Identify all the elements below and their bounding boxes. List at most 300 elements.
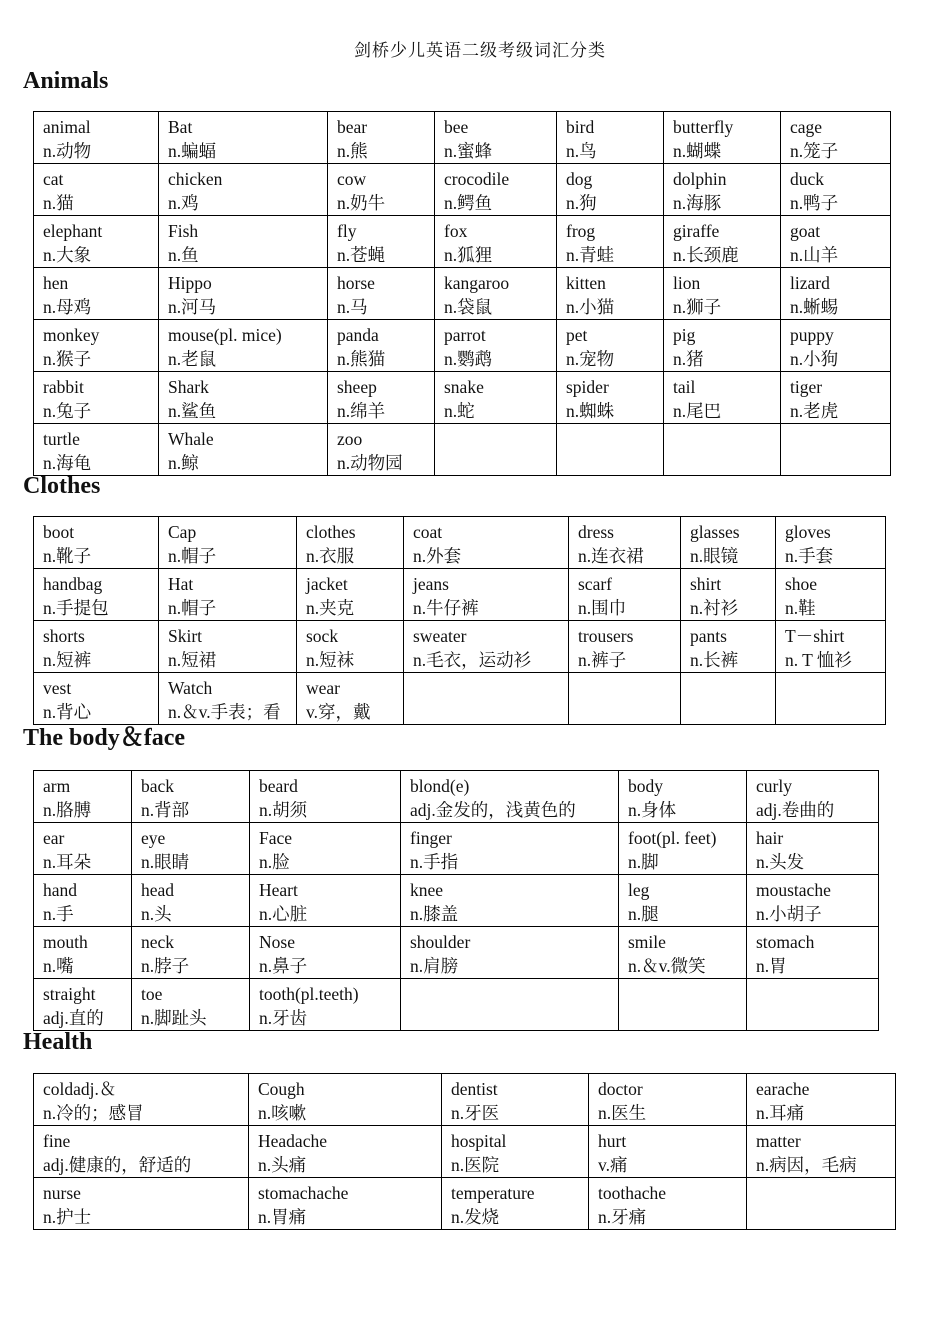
vocab-meaning: n.蝴蝶 [673, 141, 722, 161]
vocab-cell [781, 112, 891, 164]
vocab-cell [249, 1178, 442, 1230]
vocab-cell [34, 621, 159, 673]
vocab-cell [34, 164, 159, 216]
vocab-meaning: n. T 恤衫 [785, 650, 852, 670]
table-row [34, 112, 891, 164]
vocab-table-animals [33, 111, 891, 476]
vocab-meaning: n.牛仔裤 [413, 598, 479, 618]
vocab-meaning: n.兔子 [43, 401, 92, 421]
vocab-word: blond(e) [410, 776, 470, 796]
vocab-cell [776, 517, 886, 569]
vocab-cell [557, 320, 664, 372]
vocab-word: wear [306, 678, 341, 698]
vocab-meaning: n.鸭子 [790, 193, 839, 213]
table-row [34, 216, 891, 268]
vocab-cell [781, 320, 891, 372]
vocab-meaning: n.短袜 [306, 650, 355, 670]
vocab-meaning: n.围巾 [578, 598, 627, 618]
vocab-meaning: n.大象 [43, 245, 92, 265]
vocab-meaning: n.动物 [43, 141, 92, 161]
vocab-cell [404, 621, 569, 673]
vocab-cell [664, 216, 781, 268]
vocab-word: stomach [756, 932, 815, 952]
vocab-word: vest [43, 678, 72, 698]
vocab-cell [442, 1126, 589, 1178]
vocab-meaning: n.蜜蜂 [444, 141, 493, 161]
vocab-word: Cough [258, 1079, 305, 1099]
vocab-cell [435, 164, 557, 216]
vocab-cell [132, 927, 250, 979]
vocab-word: Watch [168, 678, 213, 698]
vocab-cell [132, 771, 250, 823]
table-row [34, 1178, 896, 1230]
vocab-cell [297, 621, 404, 673]
vocab-word: matter [756, 1131, 801, 1151]
vocab-cell [557, 372, 664, 424]
vocab-meaning: n.胃 [756, 956, 787, 976]
vocab-cell [664, 320, 781, 372]
vocab-meaning: n.头痛 [258, 1155, 307, 1175]
vocab-cell [435, 216, 557, 268]
vocab-meaning: n.牙痛 [598, 1207, 647, 1227]
vocab-word: Skirt [168, 626, 203, 646]
vocab-cell [589, 1074, 747, 1126]
vocab-word: beard [259, 776, 298, 796]
vocab-word: smile [628, 932, 666, 952]
vocab-cell [159, 424, 328, 476]
table-row [34, 875, 879, 927]
vocab-meaning: n.耳朵 [43, 852, 92, 872]
vocab-cell [747, 1126, 896, 1178]
vocab-word: straight [43, 984, 96, 1004]
vocab-word: kangaroo [444, 273, 510, 293]
vocab-word: cage [790, 117, 823, 137]
vocab-meaning: n.山羊 [790, 245, 839, 265]
vocab-meaning: n.苍蝇 [337, 245, 386, 265]
table-row [34, 424, 891, 476]
vocab-cell [159, 164, 328, 216]
vocab-cell [435, 268, 557, 320]
vocab-word: Hippo [168, 273, 212, 293]
vocab-word: hand [43, 880, 78, 900]
vocab-meaning: v.穿，戴 [306, 702, 371, 722]
vocab-word: earache [756, 1079, 810, 1099]
vocab-cell [34, 1074, 249, 1126]
vocab-word: fine [43, 1131, 71, 1151]
vocab-word: frog [566, 221, 596, 241]
vocab-cell [34, 424, 159, 476]
vocab-meaning: n.脚 [628, 852, 659, 872]
vocab-word: hen [43, 273, 69, 293]
vocab-cell [34, 268, 159, 320]
vocab-cell [34, 771, 132, 823]
vocab-meaning: n.背心 [43, 702, 92, 722]
vocab-meaning: n.狗 [566, 193, 597, 213]
vocab-word: fly [337, 221, 357, 241]
vocab-word: stomachache [258, 1183, 349, 1203]
vocab-meaning: n.脚趾头 [141, 1008, 207, 1028]
vocab-cell [747, 823, 879, 875]
vocab-meaning: n.脸 [259, 852, 290, 872]
vocab-meaning: n.鱼 [168, 245, 199, 265]
vocab-meaning: n.鸡 [168, 193, 199, 213]
vocab-word: trousers [578, 626, 634, 646]
vocab-word: lion [673, 273, 701, 293]
table-row [34, 823, 879, 875]
vocab-meaning: n.咳嗽 [258, 1103, 307, 1123]
vocab-cell [250, 979, 401, 1031]
vocab-cell [557, 424, 664, 476]
vocab-cell [664, 164, 781, 216]
vocab-meaning: n.猴子 [43, 349, 92, 369]
vocab-cell [159, 569, 297, 621]
vocab-cell [297, 673, 404, 725]
vocab-word: animal [43, 117, 91, 137]
vocab-word: foot(pl. feet) [628, 828, 717, 848]
vocab-meaning: n.手 [43, 904, 74, 924]
vocab-word: spider [566, 377, 609, 397]
vocab-meaning: n.鲸 [168, 453, 199, 473]
vocab-cell [250, 823, 401, 875]
vocab-word: parrot [444, 325, 486, 345]
vocab-word: Whale [168, 429, 214, 449]
vocab-meaning: n.病因，毛病 [756, 1155, 857, 1175]
vocab-cell [34, 823, 132, 875]
vocab-cell [159, 320, 328, 372]
vocab-meaning: n.胃痛 [258, 1207, 307, 1227]
vocab-meaning: n.鳄鱼 [444, 193, 493, 213]
vocab-cell [747, 1178, 896, 1230]
vocab-cell [159, 112, 328, 164]
vocab-word: mouth [43, 932, 88, 952]
vocab-meaning: n.尾巴 [673, 401, 722, 421]
vocab-meaning: n.宠物 [566, 349, 615, 369]
vocab-meaning: n.鲨鱼 [168, 401, 217, 421]
vocab-word: eye [141, 828, 166, 848]
vocab-meaning: n.河马 [168, 297, 217, 317]
table-row [34, 771, 879, 823]
vocab-meaning: n.长裤 [690, 650, 739, 670]
vocab-cell [34, 372, 159, 424]
vocab-cell [159, 372, 328, 424]
vocab-cell [34, 875, 132, 927]
vocab-cell [297, 517, 404, 569]
vocab-meaning: n.＆v.手表；看 [168, 702, 281, 722]
vocab-meaning: n.鹦鹉 [444, 349, 493, 369]
vocab-cell [619, 927, 747, 979]
vocab-meaning: n.帽子 [168, 598, 217, 618]
vocab-meaning: n.毛衣，运动衫 [413, 650, 532, 670]
vocab-table-health [33, 1073, 896, 1230]
vocab-meaning: adj.直的 [43, 1008, 104, 1028]
vocab-cell [781, 164, 891, 216]
vocab-cell [328, 320, 435, 372]
vocab-meaning: n.膝盖 [410, 904, 459, 924]
vocab-meaning: n.头发 [756, 852, 805, 872]
vocab-cell [34, 517, 159, 569]
vocab-meaning: n.蜥蜴 [790, 297, 839, 317]
vocab-word: hospital [451, 1131, 507, 1151]
vocab-meaning: n.狮子 [673, 297, 722, 317]
vocab-meaning: n.老鼠 [168, 349, 217, 369]
table-row [34, 569, 886, 621]
vocab-meaning: n.短裙 [168, 650, 217, 670]
vocab-cell [328, 216, 435, 268]
vocab-cell [781, 216, 891, 268]
vocab-cell [435, 112, 557, 164]
vocab-word: jeans [413, 574, 449, 594]
vocab-word: temperature [451, 1183, 535, 1203]
vocab-meaning: n.发烧 [451, 1207, 500, 1227]
vocab-meaning: n.熊猫 [337, 349, 386, 369]
vocab-meaning: n.蜘蛛 [566, 401, 615, 421]
vocab-cell [249, 1074, 442, 1126]
vocab-cell [557, 112, 664, 164]
vocab-cell [132, 875, 250, 927]
vocab-meaning: n.帽子 [168, 546, 217, 566]
vocab-cell [401, 979, 619, 1031]
vocab-cell [404, 569, 569, 621]
vocab-cell [34, 320, 159, 372]
vocab-meaning: n.手提包 [43, 598, 109, 618]
vocab-meaning: n.母鸡 [43, 297, 92, 317]
vocab-cell [569, 517, 681, 569]
vocab-cell [250, 875, 401, 927]
vocab-cell [569, 569, 681, 621]
vocab-cell [34, 1126, 249, 1178]
vocab-cell [328, 268, 435, 320]
vocab-word: Bat [168, 117, 193, 137]
vocab-cell [328, 372, 435, 424]
vocab-cell [34, 979, 132, 1031]
vocab-word: coldadj.＆ [43, 1079, 117, 1099]
table-row [34, 1074, 896, 1126]
table-row [34, 164, 891, 216]
table-row [34, 320, 891, 372]
vocab-cell [442, 1178, 589, 1230]
vocab-meaning: n.熊 [337, 141, 368, 161]
vocab-meaning: n.动物园 [337, 453, 403, 473]
vocab-cell [132, 823, 250, 875]
vocab-cell [34, 1178, 249, 1230]
vocab-cell [34, 927, 132, 979]
table-row [34, 372, 891, 424]
vocab-meaning: n.心脏 [259, 904, 308, 924]
vocab-meaning: adj.卷曲的 [756, 800, 835, 820]
vocab-word: curly [756, 776, 792, 796]
vocab-word: boot [43, 522, 75, 542]
table-row [34, 621, 886, 673]
vocab-word: cow [337, 169, 367, 189]
vocab-word: horse [337, 273, 375, 293]
vocab-table-clothes [33, 516, 886, 725]
vocab-word: doctor [598, 1079, 643, 1099]
vocab-meaning: n.猫 [43, 193, 74, 213]
vocab-cell [34, 112, 159, 164]
section-heading-body-face: The body＆face [23, 725, 185, 751]
vocab-meaning: n.耳痛 [756, 1103, 805, 1123]
vocab-word: Face [259, 828, 293, 848]
vocab-meaning: n.冷的；感冒 [43, 1103, 144, 1123]
vocab-word: tail [673, 377, 696, 397]
vocab-cell [747, 1074, 896, 1126]
vocab-word: dolphin [673, 169, 727, 189]
section-heading-clothes: Clothes [23, 473, 101, 499]
vocab-cell [401, 875, 619, 927]
vocab-meaning: n.＆v.微笑 [628, 956, 706, 976]
vocab-word: turtle [43, 429, 80, 449]
vocab-cell [664, 268, 781, 320]
vocab-cell [681, 621, 776, 673]
vocab-word: snake [444, 377, 484, 397]
vocab-cell [435, 424, 557, 476]
vocab-cell [776, 673, 886, 725]
vocab-word: crocodile [444, 169, 510, 189]
vocab-cell [776, 569, 886, 621]
vocab-word: bird [566, 117, 595, 137]
vocab-meaning: n.小胡子 [756, 904, 822, 924]
vocab-word: arm [43, 776, 71, 796]
vocab-meaning: n.夹克 [306, 598, 355, 618]
table-row [34, 1126, 896, 1178]
vocab-meaning: n.牙齿 [259, 1008, 308, 1028]
vocab-word: finger [410, 828, 452, 848]
vocab-word: T－shirt [785, 626, 845, 646]
vocab-cell [442, 1074, 589, 1126]
vocab-meaning: n.医生 [598, 1103, 647, 1123]
vocab-word: Heart [259, 880, 298, 900]
vocab-cell [619, 771, 747, 823]
table-row [34, 268, 891, 320]
vocab-meaning: n.胳膊 [43, 800, 92, 820]
vocab-word: back [141, 776, 175, 796]
vocab-word: gloves [785, 522, 831, 542]
vocab-word: Headache [258, 1131, 327, 1151]
vocab-word: handbag [43, 574, 103, 594]
vocab-word: butterfly [673, 117, 734, 137]
vocab-meaning: n.马 [337, 297, 368, 317]
vocab-word: goat [790, 221, 821, 241]
vocab-meaning: n.小猫 [566, 297, 615, 317]
vocab-meaning: n.胡须 [259, 800, 308, 820]
vocab-meaning: n.鞋 [785, 598, 816, 618]
vocab-meaning: n.连衣裙 [578, 546, 644, 566]
vocab-cell [747, 875, 879, 927]
vocab-cell [781, 424, 891, 476]
vocab-meaning: n.腿 [628, 904, 659, 924]
vocab-cell [404, 673, 569, 725]
vocab-meaning: n.头 [141, 904, 172, 924]
vocab-word: Nose [259, 932, 295, 952]
vocab-meaning: n.海豚 [673, 193, 722, 213]
vocab-meaning: n.脖子 [141, 956, 190, 976]
vocab-cell [681, 569, 776, 621]
vocab-word: tooth(pl.teeth) [259, 984, 359, 1004]
vocab-meaning: n.长颈鹿 [673, 245, 739, 265]
vocab-word: nurse [43, 1183, 81, 1203]
vocab-word: toe [141, 984, 163, 1004]
vocab-word: body [628, 776, 663, 796]
vocab-cell [250, 771, 401, 823]
vocab-meaning: n.靴子 [43, 546, 92, 566]
vocab-cell [159, 621, 297, 673]
vocab-cell [664, 424, 781, 476]
vocab-cell [664, 372, 781, 424]
vocab-meaning: adj.健康的，舒适的 [43, 1155, 192, 1175]
vocab-cell [776, 621, 886, 673]
vocab-word: knee [410, 880, 444, 900]
vocab-word: duck [790, 169, 825, 189]
vocab-cell [747, 927, 879, 979]
vocab-cell [328, 424, 435, 476]
vocab-word: puppy [790, 325, 834, 345]
vocab-cell [159, 517, 297, 569]
vocab-cell [401, 927, 619, 979]
section-heading-health: Health [23, 1029, 93, 1055]
vocab-meaning: n.手套 [785, 546, 834, 566]
vocab-cell [159, 268, 328, 320]
vocab-cell [435, 320, 557, 372]
vocab-meaning: n.绵羊 [337, 401, 386, 421]
vocab-meaning: n.短裤 [43, 650, 92, 670]
vocab-word: mouse(pl. mice) [168, 325, 282, 345]
vocab-meaning: n.牙医 [451, 1103, 500, 1123]
vocab-word: bee [444, 117, 469, 137]
vocab-meaning: n.肩膀 [410, 956, 459, 976]
vocab-meaning: n.海龟 [43, 453, 92, 473]
vocab-word: pig [673, 325, 696, 345]
vocab-word: shorts [43, 626, 85, 646]
vocab-word: sweater [413, 626, 467, 646]
vocab-meaning: n.眼镜 [690, 546, 739, 566]
vocab-meaning: n.手指 [410, 852, 459, 872]
vocab-word: shirt [690, 574, 722, 594]
vocab-cell [569, 673, 681, 725]
vocab-meaning: n.衣服 [306, 546, 355, 566]
vocab-word: chicken [168, 169, 223, 189]
vocab-cell [747, 771, 879, 823]
vocab-word: moustache [756, 880, 831, 900]
vocab-word: jacket [306, 574, 348, 594]
vocab-word: shoulder [410, 932, 471, 952]
vocab-cell [328, 164, 435, 216]
vocab-cell [589, 1178, 747, 1230]
table-row [34, 979, 879, 1031]
vocab-cell [250, 927, 401, 979]
vocab-meaning: n.鸟 [566, 141, 597, 161]
vocab-cell [619, 875, 747, 927]
vocab-meaning: n.护士 [43, 1207, 92, 1227]
vocab-cell [435, 372, 557, 424]
vocab-word: pants [690, 626, 727, 646]
vocab-cell [589, 1126, 747, 1178]
vocab-meaning: n.青蛙 [566, 245, 615, 265]
vocab-cell [619, 979, 747, 1031]
vocab-cell [159, 673, 297, 725]
vocab-word: hurt [598, 1131, 627, 1151]
vocab-meaning: n.衬衫 [690, 598, 739, 618]
vocab-word: giraffe [673, 221, 720, 241]
vocab-cell [781, 268, 891, 320]
vocab-cell [159, 216, 328, 268]
vocab-meaning: n.医院 [451, 1155, 500, 1175]
vocab-cell [297, 569, 404, 621]
vocab-word: rabbit [43, 377, 84, 397]
vocab-word: bear [337, 117, 368, 137]
vocab-meaning: adj.金发的，浅黄色的 [410, 800, 576, 820]
vocab-cell [34, 569, 159, 621]
vocab-word: shoe [785, 574, 818, 594]
